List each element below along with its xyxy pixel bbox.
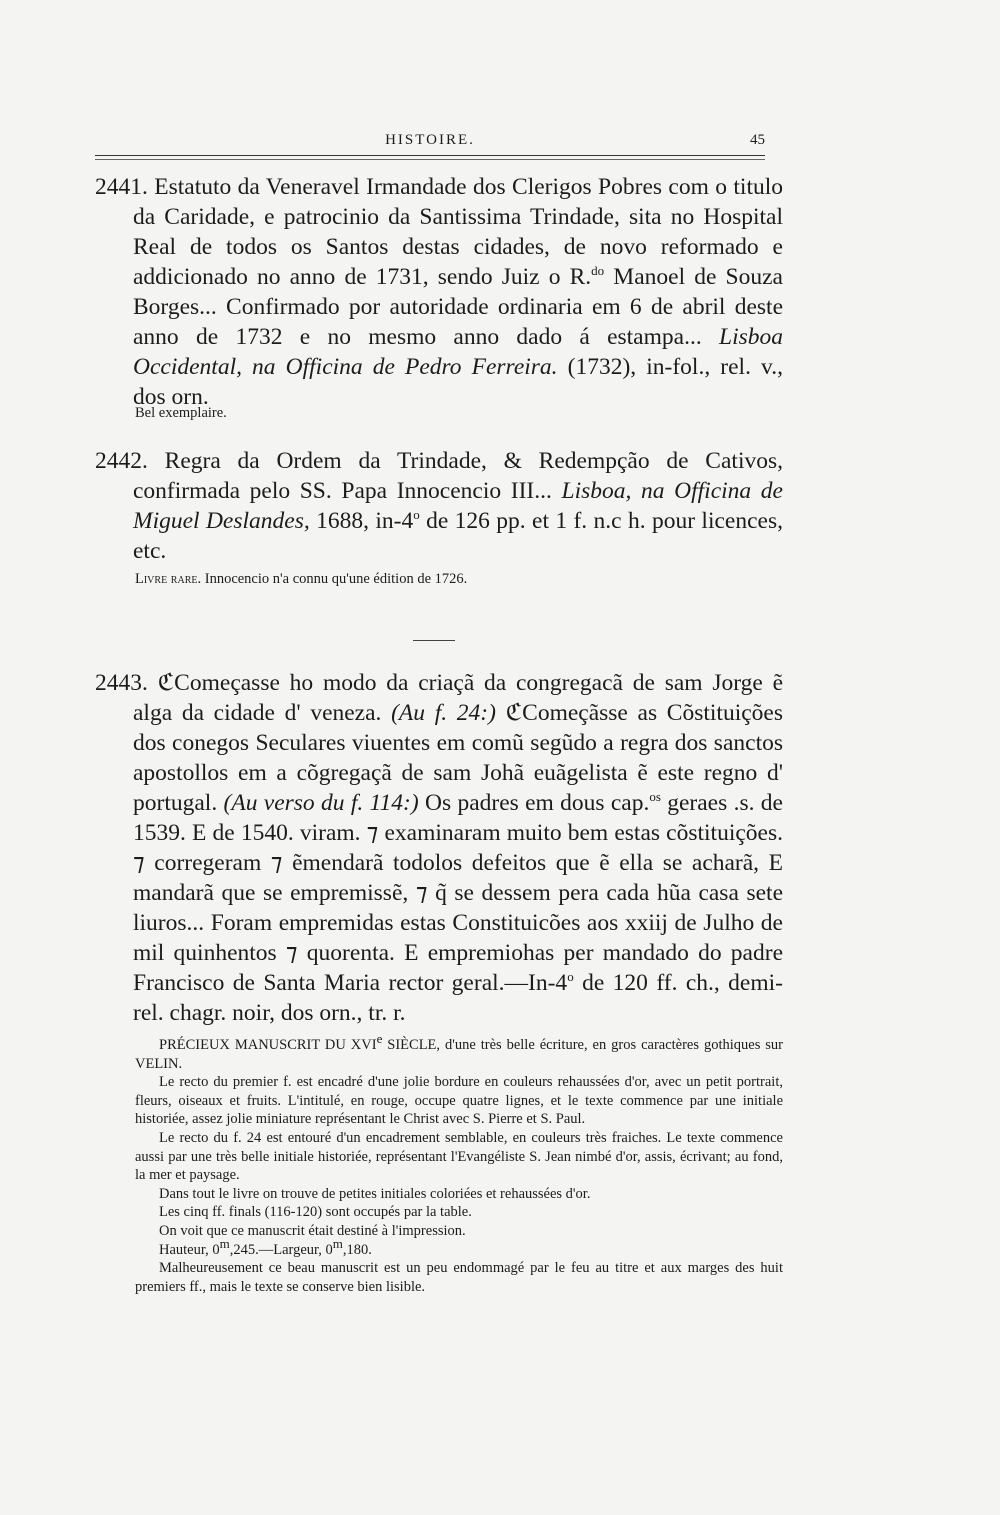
note-body: ,180. xyxy=(342,1241,372,1258)
entry-text: ℭComeçãsse as Cõstituições dos conegos Seculares viuentes em comũ segũdo a regra dos sanctos apostollos em a cõgregaçã de sam Johã euãgelista ẽ este regno d' portugal. xyxy=(133,700,783,816)
note-heading: SIÈCLE, xyxy=(382,1037,441,1053)
note-body: Hauteur, 0 xyxy=(159,1241,220,1258)
note-smallcaps: Livre rare. xyxy=(135,571,202,587)
note-paragraph: Malheureusement ce beau manuscrit est un peu endommagé par le feu au titre et aux marges des huit premiers ff., mais le texte se conserve bien lisible. xyxy=(135,1260,783,1295)
entry-2443-text xyxy=(95,668,783,1028)
entry-text: (1732), in-fol., rel. v., dos orn. xyxy=(133,354,783,410)
superscript: e xyxy=(376,1031,383,1047)
superscript: m xyxy=(219,1235,230,1251)
imprint-italic: Lisboa, na Officina de Miguel Deslandes, xyxy=(133,478,783,534)
superscript: os xyxy=(649,789,661,805)
entry-text: Os padres em dous cap. xyxy=(418,790,650,816)
entry-text: geraes .s. de 1539. E de 1540. viram. ⁊ examinaram muito bem estas cõstituições. ⁊ corregeram ⁊ ẽmendarã todolos defeitos que ẽ ella se acharã, E mandarã que se empremissẽ, ⁊ q̃ se dessem pera cada hũa casa sete liuros... Foram empremidas estas Constituicões aos xxiij de Julho de mil quinhentos ⁊ quorenta. E empremiohas per mandado do padre Francisco de Santa Maria rector geral.—In-4 xyxy=(133,790,783,996)
note-text: Bel exemplaire. xyxy=(135,405,227,421)
page-number: 45 xyxy=(750,132,765,148)
entry-2442-note xyxy=(135,570,783,589)
superscript: m xyxy=(332,1235,343,1251)
entry-2441-note xyxy=(135,404,783,423)
entry-text: Estatuto da Veneravel Irmandade dos Clerigos Pobres com o titulo da Caridade, e patrocinio da Santissima Trindade, sita no Hospital Real de todos os Santos destas cidades, de novo reformado e addicionado no anno de 1731, sendo Juiz o R. xyxy=(133,174,784,290)
superscript: o xyxy=(413,507,420,523)
note-body: ,245.—Largeur, 0 xyxy=(229,1241,333,1258)
note-paragraph: On voit que ce manuscrit était destiné à l'impression. xyxy=(159,1222,466,1239)
note-paragraph: Dans tout le livre on trouve de petites initiales coloriées et rehaussées d'or. xyxy=(159,1185,591,1202)
section-divider xyxy=(413,640,455,641)
entry-text: de 120 ff. ch., demi-rel. chagr. noir, dos orn., tr. r. xyxy=(133,970,783,1026)
entry-2441-text xyxy=(95,172,783,412)
entry-text: ℭComeçasse ho modo da criaçã da congregacã de sam Jorge ẽ alga da cidade d' veneza. xyxy=(133,670,783,726)
entry-2441 xyxy=(95,172,783,412)
note-body: Innocencio n'a connu qu'une édition de 1726. xyxy=(201,571,468,587)
entry-2442-text xyxy=(95,446,783,566)
header-rule-secondary xyxy=(95,159,765,160)
note-paragraph xyxy=(135,1235,783,1260)
note-paragraph xyxy=(135,1031,783,1073)
entry-2442 xyxy=(95,446,783,566)
superscript: do xyxy=(591,263,605,279)
entry-2443-notes xyxy=(135,1031,783,1296)
entry-number: 2442. xyxy=(95,448,148,474)
header-rule xyxy=(95,155,765,156)
entry-text: de 126 pp. et 1 f. n.c h. pour licences, etc. xyxy=(133,508,783,564)
note-paragraph: Le recto du premier f. est encadré d'une jolie bordure en couleurs rehaussées d'or, avec un petit portrait, fleurs, oiseaux et fruits. L'intitulé, en rouge, occupe quatre lignes, et le texte commence par une initiale historiée, assez jolie miniature représentant le Christ avec S. Pierre et S. Paul. xyxy=(135,1074,783,1128)
note-paragraph: Les cinq ff. finals (116-120) sont occupés par la table. xyxy=(159,1204,472,1221)
entry-number: 2443. xyxy=(95,670,148,696)
entry-text: 1688, in-4 xyxy=(309,508,414,534)
running-head xyxy=(95,132,765,154)
superscript: o xyxy=(567,969,574,985)
entry-2443 xyxy=(95,668,783,1028)
note-heading: PRÉCIEUX MANUSCRIT DU XVI xyxy=(159,1037,377,1053)
entry-number: 2441. xyxy=(95,174,148,200)
imprint-italic: Lisboa Occidental, na Officina de Pedro Ferreira. xyxy=(133,324,783,380)
note-heading: VELIN. xyxy=(135,1055,183,1072)
note-text xyxy=(135,570,783,589)
entry-text: Regra da Ordem da Trindade, & Redempção de Cativos, confirmada pelo SS. Papa Innocencio III... xyxy=(133,448,783,504)
entry-text: Manoel de Souza Borges... Confirmado por autoridade ordinaria em 6 de abril deste anno de 1732 e no mesmo anno dado á estampa... xyxy=(133,264,783,350)
note-paragraph: Le recto du f. 24 est entouré d'un encadrement semblable, en couleurs très fraiches. Le texte commence aussi par une très belle initiale historiée, représentant l'Evangéliste S. Jean nimbé d'or, assis, écrivant; au fond, la mer et paysage. xyxy=(135,1129,783,1184)
note-body: d'une très belle écriture, en gros caractères gothiques sur xyxy=(440,1037,783,1053)
folio-italic: (Au f. 24:) xyxy=(391,700,496,726)
running-title: HISTOIRE. xyxy=(385,132,475,148)
folio-italic: (Au verso du f. 114:) xyxy=(223,790,419,816)
